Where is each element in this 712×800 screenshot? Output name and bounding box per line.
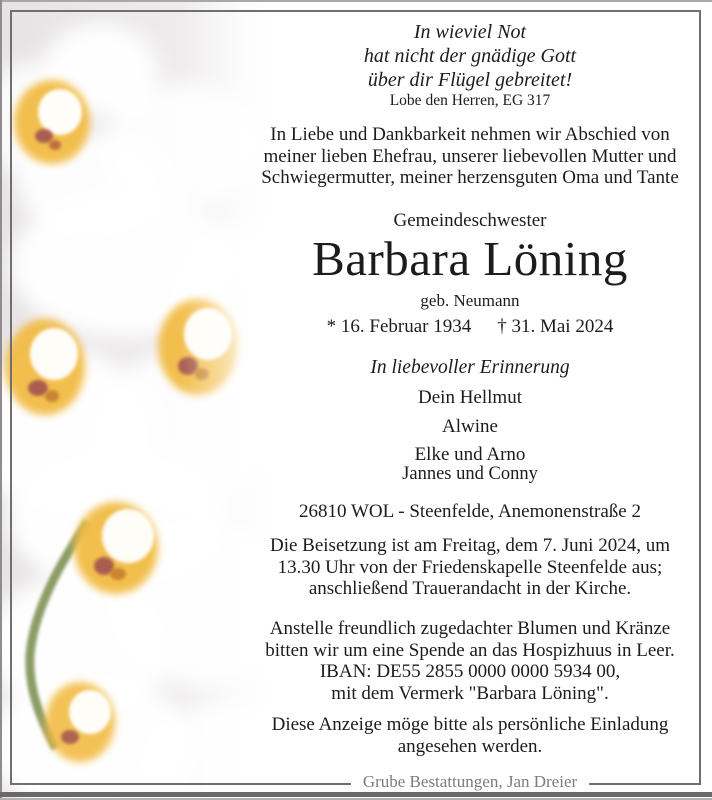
maiden-name: geb. Neumann	[420, 291, 520, 310]
verse-line: über dir Flügel gebreitet!	[367, 69, 573, 91]
mourner-name: Jannes und Conny	[402, 464, 538, 484]
deceased-name: Barbara Löning	[312, 231, 628, 286]
invitation-line: Diese Anzeige möge bitte als persönliche Einladung	[271, 714, 669, 735]
verse-source: Lobe den Herren, EG 317	[389, 92, 551, 109]
funeral-line: anschließend Trauerandacht in der Kirche.	[308, 578, 632, 599]
mourner-name: Alwine	[442, 416, 498, 437]
announcement-text-column	[240, 0, 700, 800]
donation-line: mit dem Vermerk "Barbara Löning".	[331, 682, 609, 704]
address-line: 26810 WOL - Steenfelde, Anemonenstraße 2	[299, 501, 641, 522]
verse-line: hat nicht der gnädige Gott	[363, 45, 577, 67]
deceased-role: Gemeindeschwester	[393, 210, 547, 231]
farewell-line: Schwiegermutter, meiner herzensguten Oma und Tante	[261, 167, 679, 188]
farewell-line: In Liebe und Dankbarkeit nehmen wir Abschied von	[270, 124, 670, 145]
left-edge-line	[0, 0, 2, 800]
funeral-line: Die Beisetzung ist am Freitag, dem 7. Juni 2024, um	[269, 535, 670, 556]
remembrance-title: In liebevoller Erinnerung	[370, 357, 570, 378]
footer-credit-row	[230, 772, 710, 793]
farewell-paragraph	[240, 124, 700, 189]
donation-line: IBAN: DE55 2855 0000 0000 5934 00,	[319, 661, 621, 682]
donation-paragraph	[240, 618, 700, 704]
invitation-line: angesehen werden.	[397, 735, 543, 757]
donation-line: Anstelle freundlich zugedachter Blumen und Kränze	[269, 618, 671, 639]
funeral-home-credit: Grube Bestattungen, Jan Dreier	[351, 772, 589, 792]
donation-line: bitten wir um eine Spende an das Hospizhuus in Leer.	[265, 639, 675, 661]
death-date: † 31. Mai 2024	[497, 316, 614, 337]
funeral-paragraph	[240, 535, 700, 600]
life-dates	[240, 316, 700, 338]
birth-date: * 16. Februar 1934	[326, 316, 472, 337]
verse-line: In wieviel Not	[413, 21, 527, 43]
mourner-name: Dein Hellmut	[418, 387, 522, 408]
opening-verse	[240, 20, 700, 92]
invitation-paragraph	[240, 714, 700, 757]
farewell-line: meiner lieben Ehefrau, unserer liebevollen Mutter und	[263, 145, 677, 167]
funeral-line: 13.30 Uhr von der Friedenskapelle Steenfelde aus;	[277, 556, 663, 578]
mourner-name: Elke und Arno	[414, 444, 526, 465]
